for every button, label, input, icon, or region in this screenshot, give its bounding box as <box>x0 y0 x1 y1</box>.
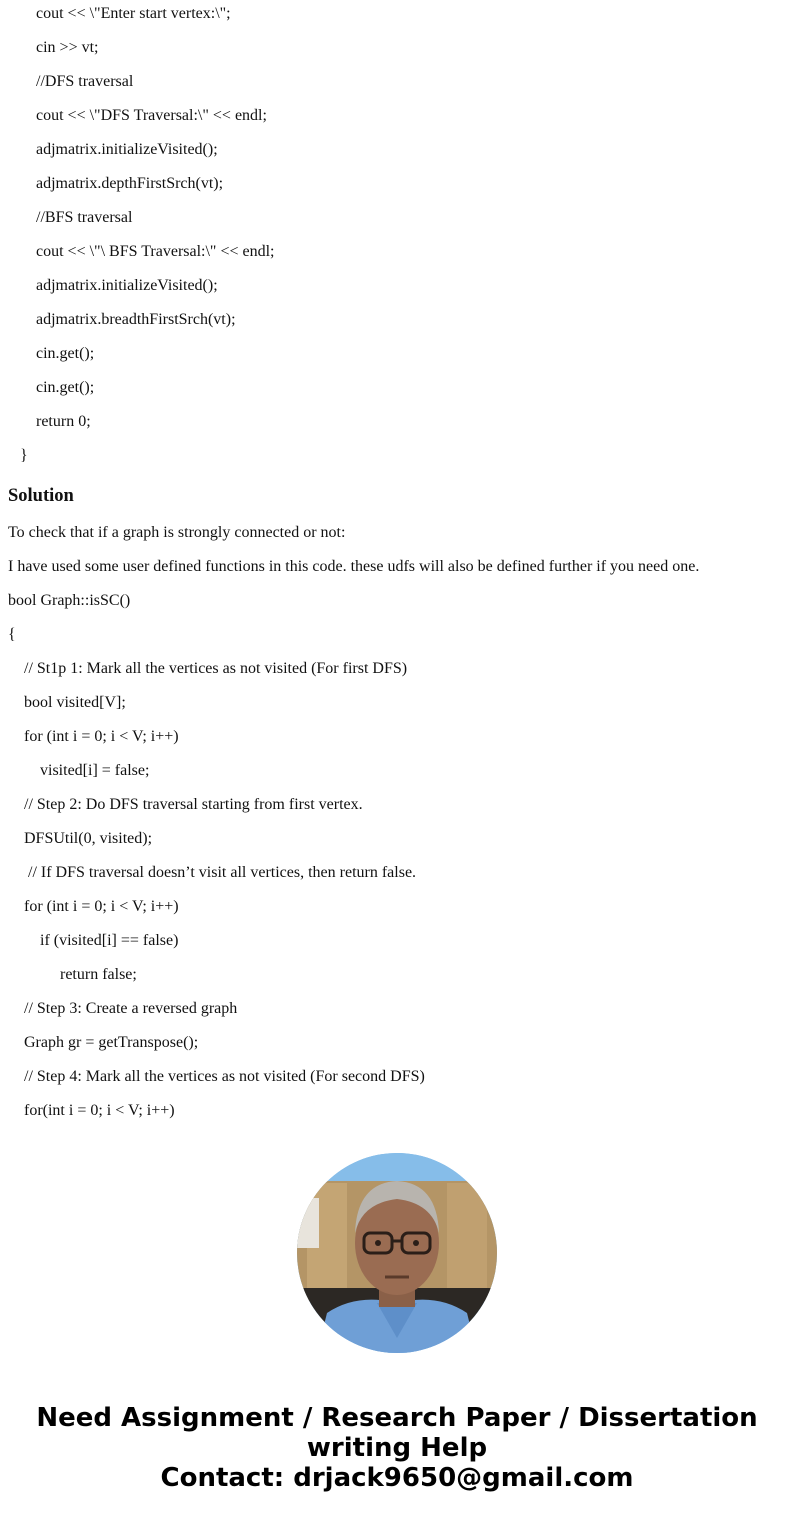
solution-heading: Solution <box>8 486 74 506</box>
code-line: if (visited[i] == false) <box>40 932 179 949</box>
code-line: bool Graph::isSC() <box>8 592 131 609</box>
code-line: // Step 3: Create a reversed graph <box>24 1000 238 1017</box>
code-line: for (int i = 0; i < V; i++) <box>24 898 179 915</box>
code-line: //BFS traversal <box>36 209 133 226</box>
code-line: for (int i = 0; i < V; i++) <box>24 728 179 745</box>
code-line: cin.get(); <box>36 379 95 396</box>
code-line: cout << \"\ BFS Traversal:\" << endl; <box>36 243 275 260</box>
code-line: cout << \"DFS Traversal:\" << endl; <box>36 107 267 124</box>
person-portrait-icon <box>297 1153 497 1353</box>
promo-banner <box>0 1403 794 1493</box>
code-line: return 0; <box>36 413 91 430</box>
author-avatar <box>297 1153 497 1353</box>
promo-line-1: Need Assignment / Research Paper / Dissertation <box>36 1403 758 1433</box>
code-line: cin.get(); <box>36 345 95 362</box>
code-line: // St1p 1: Mark all the vertices as not visited (For first DFS) <box>24 660 408 677</box>
promo-line-2: writing Help <box>306 1433 488 1463</box>
code-line: // Step 4: Mark all the vertices as not visited (For second DFS) <box>24 1068 425 1085</box>
code-line: adjmatrix.breadthFirstSrch(vt); <box>36 311 236 328</box>
code-line: cout << \"Enter start vertex:\"; <box>36 5 231 22</box>
code-line: //DFS traversal <box>36 73 134 90</box>
code-line: // If DFS traversal doesn’t visit all vertices, then return false. <box>28 864 417 881</box>
code-line: adjmatrix.depthFirstSrch(vt); <box>36 175 224 192</box>
code-line: // Step 2: Do DFS traversal starting from first vertex. <box>24 796 363 813</box>
code-line: cin >> vt; <box>36 39 99 56</box>
code-line: Graph gr = getTranspose(); <box>24 1034 199 1051</box>
code-line: visited[i] = false; <box>40 762 150 779</box>
code-line: DFSUtil(0, visited); <box>24 830 153 847</box>
solution-note: I have used some user defined functions in this code. these udfs will also be defined further if you need one. <box>8 558 700 575</box>
code-line-closing-brace: } <box>20 447 28 464</box>
code-line: adjmatrix.initializeVisited(); <box>36 141 218 158</box>
code-line: { <box>8 626 16 643</box>
code-line: bool visited[V]; <box>24 694 126 711</box>
code-line: return false; <box>60 966 137 983</box>
solution-intro: To check that if a graph is strongly connected or not: <box>8 524 346 541</box>
promo-contact-email: Contact: drjack9650@gmail.com <box>160 1463 634 1493</box>
code-line: for(int i = 0; i < V; i++) <box>24 1102 175 1119</box>
code-line: adjmatrix.initializeVisited(); <box>36 277 218 294</box>
